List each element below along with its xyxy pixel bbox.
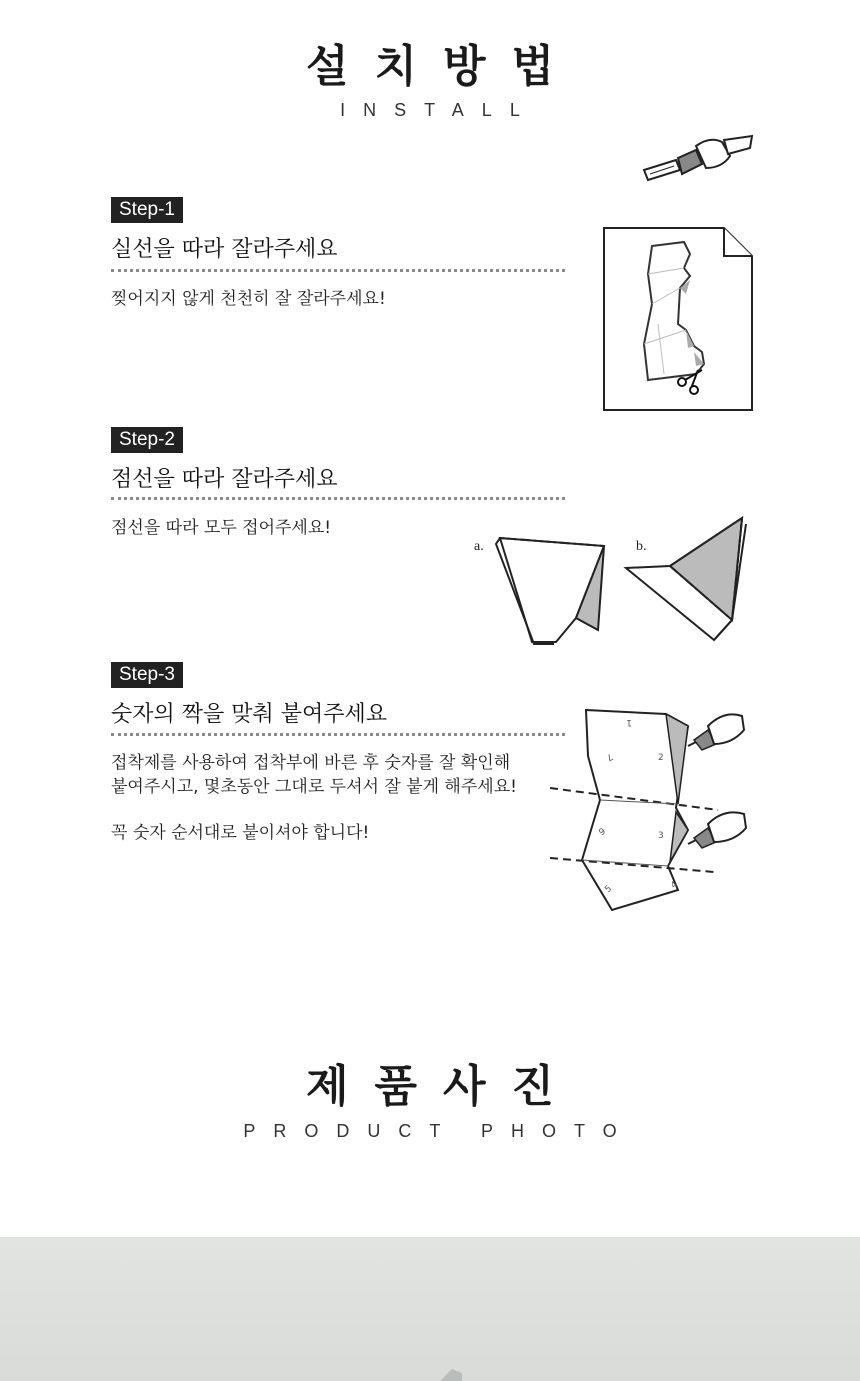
glue-tube-icon (640, 132, 755, 184)
fold-label-a: a. (474, 539, 484, 554)
step1-desc: 찢어지지 않게 천천히 잘 잘라주세요! (111, 289, 386, 309)
piece-number: 7 (604, 750, 615, 763)
step2-desc: 점선을 따라 모두 접어주세요! (111, 518, 332, 538)
step2-title: 점선을 따라 잘라주세요 (111, 467, 338, 492)
piece-number: 5 (603, 883, 615, 896)
step3-divider (111, 733, 565, 736)
step3-badge: Step-3 (111, 662, 183, 688)
step2-badge: Step-2 (111, 427, 183, 453)
assembly-illustration (548, 700, 758, 920)
step3-desc-2: 붙여주시고, 몇초동안 그대로 두셔서 잘 붙게 해주세요! (111, 777, 517, 797)
step1-badge: Step-1 (111, 197, 183, 223)
glue-tube-icon (688, 714, 744, 750)
product-title: 제품사진 (305, 1061, 580, 1112)
step1-title: 실선을 따라 잘라주세요 (111, 237, 338, 262)
step2-divider (111, 497, 565, 500)
install-subtitle: INSTALL (340, 100, 538, 120)
product-subtitle: PRODUCT PHOTO (243, 1121, 635, 1141)
step3-title: 숫자의 짝을 맞춰 붙여주세요 (111, 702, 388, 727)
glue-tube-icon (688, 812, 746, 848)
fold-label-b: b. (636, 539, 647, 554)
product-photo-object (436, 1367, 466, 1381)
product-photo (0, 1237, 860, 1381)
piece-number: 3 (658, 831, 664, 841)
piece-number: 2 (658, 753, 664, 763)
step3-desc-1: 접착제를 사용하여 접착부에 바른 후 숫자를 잘 확인해 (111, 753, 511, 773)
piece-number: 6 (596, 824, 607, 837)
step3-desc-3: 꼭 숫자 순서대로 붙이셔야 합니다! (111, 823, 370, 843)
piece-number: 1 (626, 717, 632, 727)
install-title: 설치방법 (305, 41, 580, 92)
scissors-icon (676, 368, 706, 396)
fold-illustration (470, 510, 760, 650)
step1-divider (111, 269, 565, 272)
piece-number: 4 (669, 879, 681, 892)
